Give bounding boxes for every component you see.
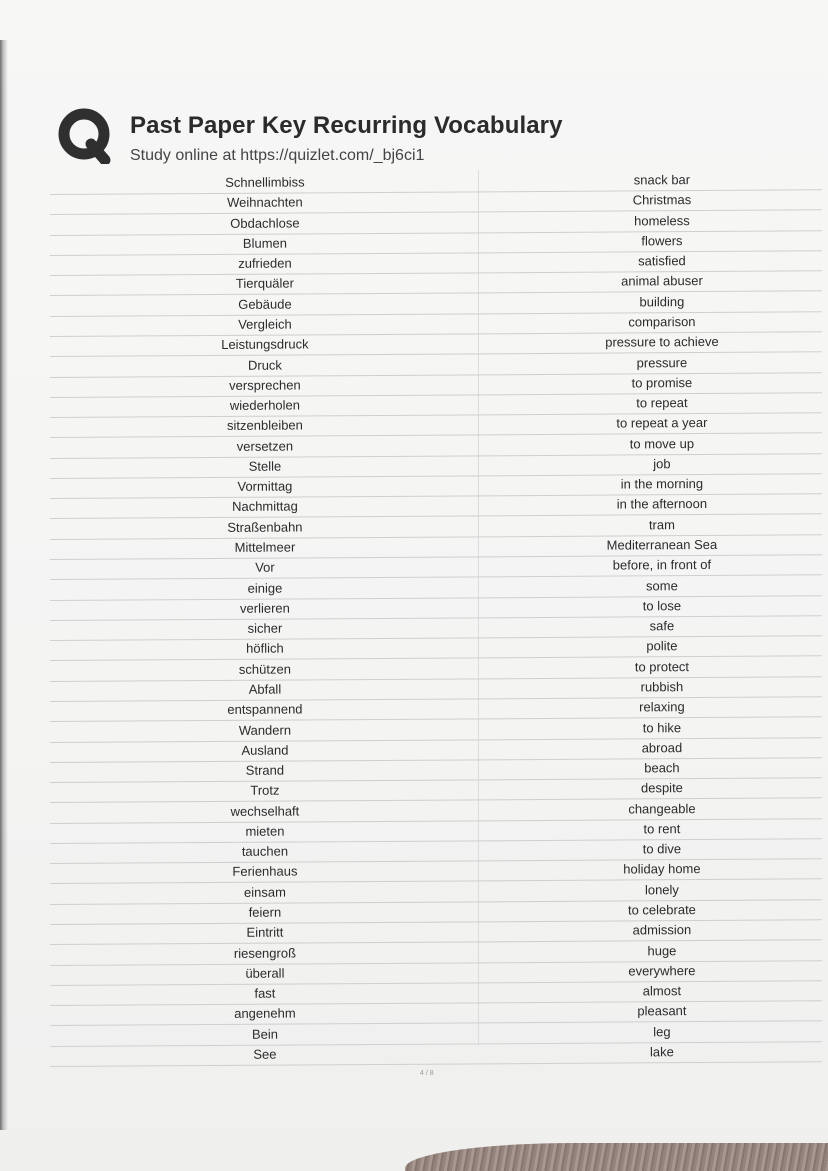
term-cell: Strand	[245, 762, 285, 778]
definition-cell: everywhere	[628, 962, 696, 979]
definition-cell: safe	[649, 618, 675, 634]
term-cell: Mittelmeer	[234, 539, 296, 555]
term-cell: höflich	[246, 640, 284, 657]
term-cell: einige	[247, 580, 283, 596]
term-cell: Blumen	[242, 235, 288, 251]
term-cell: See	[253, 1046, 277, 1062]
definition-cell: to promise	[631, 374, 693, 391]
definition-cell: job	[653, 456, 671, 472]
term-cell: wiederholen	[229, 397, 301, 413]
definition-cell: flowers	[641, 232, 683, 249]
definition-cell: to lose	[642, 598, 682, 614]
term-cell: Obdachlose	[230, 215, 300, 231]
definition-cell: comparison	[628, 314, 696, 330]
term-cell: Vergleich	[238, 316, 292, 332]
term-cell: Leistungsdruck	[221, 336, 309, 353]
definition-cell: polite	[646, 638, 678, 654]
definition-cell: to rent	[643, 821, 681, 837]
term-cell: riesengroß	[233, 945, 297, 961]
definition-cell: to protect	[634, 658, 690, 675]
definition-cell: almost	[642, 983, 682, 999]
definition-cell: homeless	[634, 212, 690, 228]
definition-cell: pleasant	[637, 1003, 687, 1019]
definition-cell: admission	[632, 922, 692, 938]
term-cell: überall	[245, 965, 285, 981]
term-cell: Schnellimbiss	[225, 174, 305, 190]
term-cell: Straßenbahn	[227, 519, 303, 535]
term-cell: Wandern	[238, 722, 292, 738]
term-cell: Stelle	[248, 458, 282, 474]
definition-cell: pressure to achieve	[605, 334, 719, 350]
term-cell: sicher	[247, 620, 283, 636]
term-cell: Ausland	[241, 742, 289, 758]
definition-cell: to repeat	[636, 395, 688, 411]
page-number: 4 / 8	[420, 1070, 434, 1077]
term-cell: versprechen	[229, 377, 301, 393]
term-cell: zufrieden	[238, 255, 292, 271]
term-cell: Vormittag	[237, 478, 293, 495]
definition-cell: pressure	[636, 354, 688, 370]
background-carpet	[405, 1143, 828, 1171]
term-cell: Tierquäler	[235, 275, 294, 292]
definition-cell: Christmas	[632, 192, 692, 208]
definition-cell: in the afternoon	[616, 496, 708, 512]
definition-cell: to repeat a year	[616, 415, 708, 431]
term-cell: Trotz	[250, 782, 280, 799]
definition-cell: in the morning	[620, 476, 704, 492]
definition-cell: to hike	[642, 719, 682, 735]
definition-cell: before, in front of	[612, 557, 712, 573]
definition-cell: to celebrate	[627, 902, 696, 918]
definition-cell: leg	[653, 1023, 671, 1040]
term-cell: fast	[254, 985, 276, 1001]
definition-cell: relaxing	[639, 699, 685, 715]
term-cell: schützen	[238, 661, 291, 677]
term-cell: Weihnachten	[227, 194, 303, 211]
table-row	[50, 1041, 822, 1067]
term-cell: Druck	[247, 357, 282, 373]
term-cell: Gebäude	[238, 296, 292, 312]
definition-cell: rubbish	[640, 679, 684, 695]
definition-cell: Mediterranean Sea	[606, 536, 718, 553]
definition-cell: beach	[644, 760, 680, 776]
definition-cell: huge	[647, 942, 677, 958]
definition-cell: to move up	[629, 435, 695, 452]
definition-cell: animal abuser	[621, 273, 703, 289]
definition-cell: building	[639, 293, 685, 310]
term-cell: Abfall	[248, 681, 282, 697]
definition-cell: to dive	[642, 841, 682, 857]
definition-cell: abroad	[641, 739, 683, 756]
definition-cell: lonely	[644, 881, 679, 898]
definition-cell: lake	[649, 1044, 674, 1060]
term-cell: mieten	[245, 823, 285, 839]
definition-cell: tram	[648, 516, 675, 533]
term-cell: Ferienhaus	[232, 863, 298, 880]
definition-cell: holiday home	[623, 861, 701, 877]
definition-cell: some	[645, 577, 678, 593]
term-cell: Vor	[255, 559, 275, 576]
definition-cell: snack bar	[633, 172, 691, 188]
term-cell: wechselhaft	[230, 803, 300, 819]
term-cell: Eintritt	[246, 924, 284, 941]
term-cell: versetzen	[236, 438, 294, 454]
page-title: Past Paper Key Recurring Vocabulary	[130, 112, 563, 139]
term-cell: Bein	[251, 1026, 278, 1042]
term-cell: angenehm	[234, 1005, 296, 1022]
page-edge-shadow	[0, 40, 8, 1130]
definition-cell: satisfied	[638, 253, 686, 269]
term-cell: tauchen	[241, 843, 289, 860]
definition-cell: changeable	[628, 800, 696, 817]
quizlet-logo-icon	[58, 108, 114, 164]
term-cell: sitzenbleiben	[226, 417, 303, 434]
term-cell: entspannend	[227, 701, 303, 718]
term-cell: Nachmittag	[232, 498, 298, 515]
definition-cell: despite	[640, 780, 683, 796]
term-cell: verlieren	[239, 600, 290, 616]
study-link-text: Study online at https://quizlet.com/_bj6ci1	[130, 147, 425, 164]
term-cell: einsam	[243, 884, 286, 900]
term-cell: feiern	[248, 904, 282, 920]
